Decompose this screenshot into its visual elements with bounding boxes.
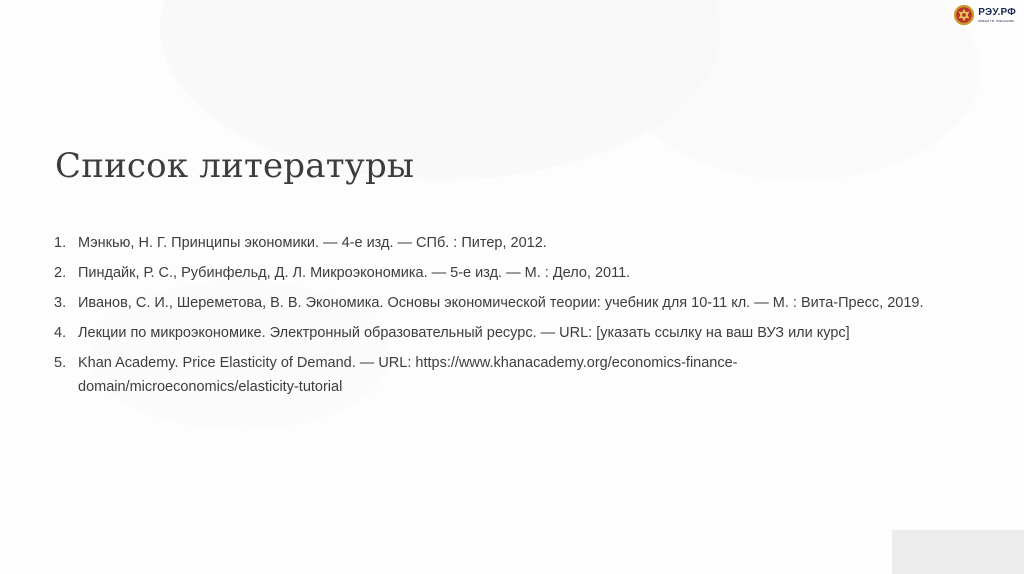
reference-number: 5. xyxy=(54,355,67,371)
reference-text: Иванов, С. И., Шереметова, В. В. Экономика. Основы экономической теории: учебник для 10-11 кл. — М. : Вита-Пресс, 2019. xyxy=(78,295,924,311)
reference-number: 1. xyxy=(54,235,67,251)
reference-text: Мэнкью, Н. Г. Принципы экономики. — 4-е изд. — СПб. : Питер, 2012. xyxy=(78,235,547,251)
university-logo xyxy=(953,4,1016,26)
reference-item xyxy=(54,321,954,345)
reference-item xyxy=(54,261,954,285)
slide-title: Список литературы xyxy=(55,146,415,186)
eagle-emblem-icon xyxy=(953,4,975,26)
reference-text: Khan Academy. Price Elasticity of Demand. — URL: https://www.khanacademy.org/economics-finance-domain/microeconomics/elasticity-tutorial xyxy=(78,355,738,395)
logo-subtitle: ИМЕНИ Г.В. ПЛЕХАНОВА xyxy=(978,18,1015,23)
reference-item xyxy=(54,351,954,399)
logo-title: РЭУ.РФ xyxy=(978,6,1016,18)
reference-text: Лекции по микроэкономике. Электронный образовательный ресурс. — URL: [указать ссылку на ваш ВУЗ или курс] xyxy=(78,325,850,341)
reference-item xyxy=(54,231,954,255)
reference-item xyxy=(54,291,954,315)
background-shape xyxy=(620,0,980,180)
logo-text xyxy=(978,8,1016,23)
corner-placeholder xyxy=(892,530,1024,574)
reference-text: Пиндайк, Р. С., Рубинфельд, Д. Л. Микроэкономика. — 5-е изд. — М. : Дело, 2011. xyxy=(78,265,631,281)
reference-list xyxy=(54,231,954,405)
reference-number: 2. xyxy=(54,265,67,281)
reference-number: 4. xyxy=(54,325,67,341)
reference-number: 3. xyxy=(54,295,67,311)
